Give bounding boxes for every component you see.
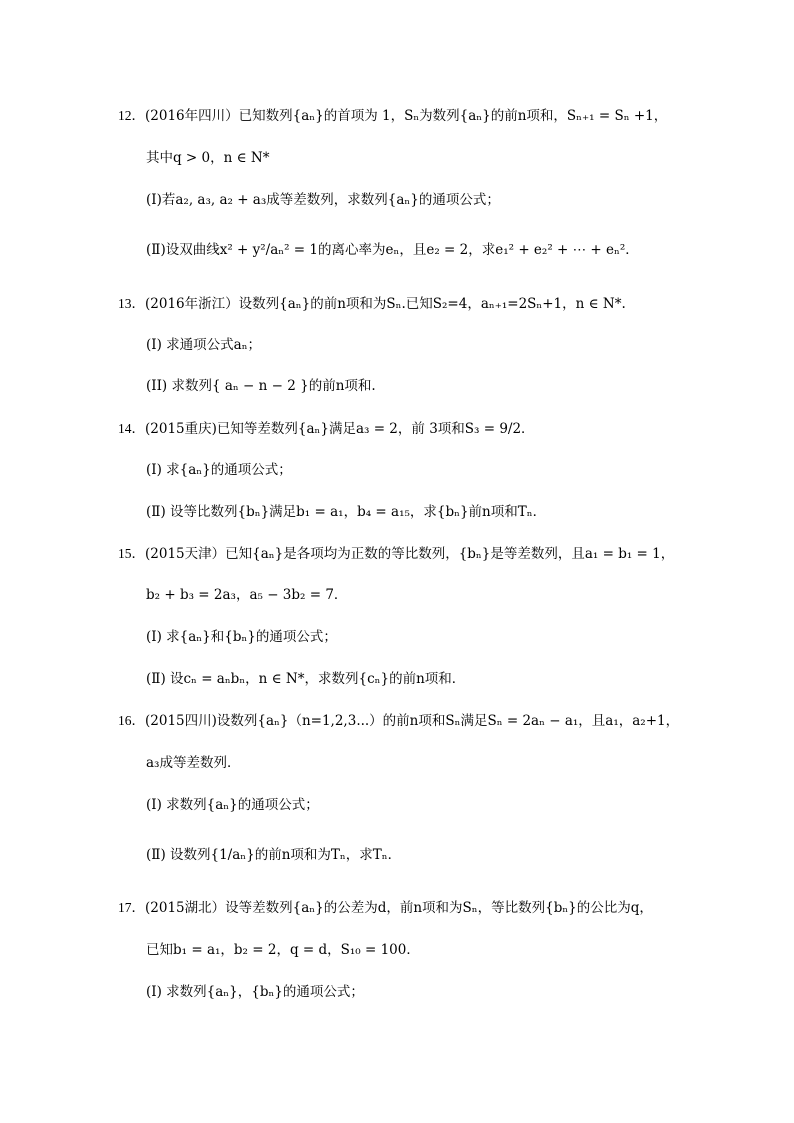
problem-number: 15． — [118, 546, 145, 561]
problem-number: 14． — [118, 421, 145, 436]
problem-text: (2015天津）已知{aₙ}是各项均为正数的等比数列，{bₙ}是等差数列，且a₁ = b₁ = 1， — [145, 546, 675, 562]
problem-number: 17． — [118, 900, 145, 915]
problem-13-part-1: (I) 求通项公式aₙ； — [146, 337, 262, 353]
problem-13-line-1 — [118, 294, 626, 314]
problem-text: (2016年浙江）设数列{aₙ}的前n项和为Sₙ.已知S₂=4，aₙ₊₁=2Sₙ+1，n ∈ N*. — [145, 296, 626, 312]
problem-15-line-1 — [118, 544, 674, 564]
problem-15-part-2: (Ⅱ) 设cₙ = aₙbₙ，n ∈ N*，求数列{cₙ}的前n项和． — [146, 671, 466, 687]
problem-text: (2015湖北）设等差数列{aₙ}的公差为d，前n项和为Sₙ，等比数列{bₙ}的公比为q， — [145, 900, 653, 916]
problem-14-line-1 — [118, 419, 535, 439]
problem-16-line-2: a₃成等差数列． — [146, 755, 241, 771]
problem-text: (2015四川)设数列{aₙ}（n=1,2,3...）的前n项和Sₙ满足Sₙ = 2aₙ − a₁，且a₁，a₂+1， — [145, 713, 680, 729]
problem-12-part-2: (Ⅱ)设双曲线x² + y²/aₙ² = 1的离心率为eₙ，且e₂ = 2，求e₁² + e₂² + ⋯ + eₙ²． — [146, 242, 639, 258]
problem-14-part-2: (Ⅱ) 设等比数列{bₙ}满足b₁ = a₁，b₄ = a₁₅，求{bₙ}前n项和Tₙ． — [146, 504, 547, 520]
problem-16-part-2: (Ⅱ) 设数列{1/aₙ}的前n项和为Tₙ，求Tₙ． — [146, 847, 402, 863]
problem-16-part-1: (Ⅰ) 求数列{aₙ}的通项公式； — [146, 797, 319, 813]
problem-number: 16． — [118, 713, 145, 728]
problem-number: 13． — [118, 296, 145, 311]
problem-15-part-1: (Ⅰ) 求{aₙ}和{bₙ}的通项公式； — [146, 629, 337, 645]
problem-number: 12． — [118, 108, 145, 123]
problem-14-part-1: (Ⅰ) 求{aₙ}的通项公式； — [146, 462, 292, 478]
problem-13-part-2: (II) 求数列{ aₙ − n − 2 }的前n项和. — [146, 378, 376, 394]
problem-15-line-2: b₂ + b₃ = 2a₃，a₅ − 3b₂ = 7． — [146, 587, 348, 603]
problem-16-line-1 — [118, 711, 679, 731]
problem-12-line-2: 其中q > 0，n ∈ N* — [146, 150, 270, 166]
problem-12-part-1: (Ⅰ)若a₂, a₃, a₂ + a₃成等差数列，求数列{aₙ}的通项公式； — [146, 192, 500, 208]
problem-17-line-1 — [118, 898, 653, 918]
problem-12-line-1 — [118, 106, 667, 126]
problem-text: (2015重庆)已知等差数列{aₙ}满足a₃ = 2，前 3项和S₃ = 9/2． — [145, 421, 535, 437]
problem-text: (2016年四川）已知数列{aₙ}的首项为 1，Sₙ为数列{aₙ}的前n项和，Sₙ₊₁ = Sₙ +1， — [145, 108, 668, 124]
problem-17-part-1: (Ⅰ) 求数列{aₙ}，{bₙ}的通项公式； — [146, 984, 364, 1000]
problem-17-line-2: 已知b₁ = a₁，b₂ = 2，q = d，S₁₀ = 100． — [146, 942, 420, 958]
